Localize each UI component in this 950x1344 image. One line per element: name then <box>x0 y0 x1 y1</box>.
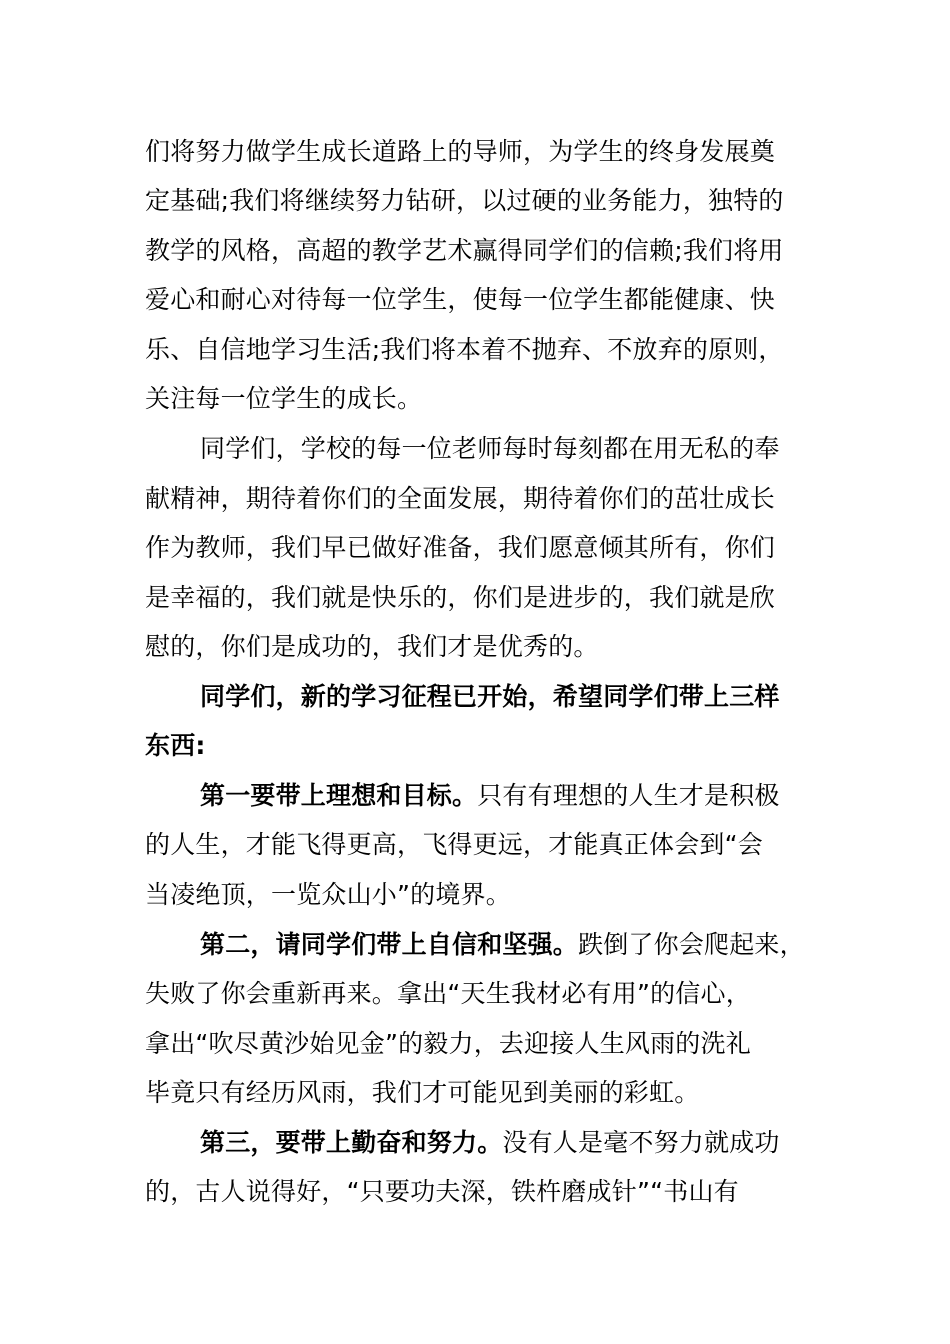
text-run: 跌倒了你会爬起来， <box>578 930 805 959</box>
text-run: 只有有理想的人生才是积极 <box>477 781 780 810</box>
text-line: 毕竟只有经历风雨，我们才可能见到美丽的彩虹。 <box>145 1078 700 1107</box>
text-line-bold: 东西: <box>145 731 206 760</box>
paragraph-first-line <box>200 920 900 970</box>
text-line: 爱心和耐心对待每一位学生，使每一位学生都能健康、快 <box>145 285 776 314</box>
text-line: 失败了你会重新再来。拿出“天生我材必有用”的信心， <box>145 979 751 1008</box>
paragraph-first-line <box>200 1118 900 1168</box>
bold-lead: 第一要带上理想和目标。 <box>200 781 478 810</box>
paragraph-first-line <box>200 771 900 821</box>
text-line: 是幸福的，我们就是快乐的，你们是进步的，我们就是欣 <box>145 583 776 612</box>
text-line: 的，古人说得好，“只要功夫深，铁杵磨成针”“书山有 <box>145 1177 739 1206</box>
text-line: 定基础;我们将继续努力钻研，以过硬的业务能力，独特的 <box>145 186 784 215</box>
text-line: 同学们，学校的每一位老师每时每刻都在用无私的奉 <box>200 434 780 463</box>
bold-lead: 第二，请同学们带上自信和坚强。 <box>200 930 579 959</box>
text-line: 拿出“吹尽黄沙始见金”的毅力，去迎接人生风雨的洗礼 <box>145 1029 751 1058</box>
bold-lead: 第三，要带上勤奋和努力。 <box>200 1128 503 1157</box>
text-line: 们将努力做学生成长道路上的导师，为学生的终身发展奠 <box>145 137 776 166</box>
text-line: 教学的风格，高超的教学艺术赢得同学们的信赖;我们将用 <box>145 236 784 265</box>
text-line: 乐、自信地学习生活;我们将本着不抛弃、不放弃的原则， <box>145 335 784 364</box>
text-line-bold: 同学们，新的学习征程已开始，希望同学们带上三样 <box>200 682 780 711</box>
text-run: 没有人是毫不努力就成功 <box>502 1128 780 1157</box>
text-line: 献精神，期待着你们的全面发展，期待着你们的茁壮成长 <box>145 484 776 513</box>
text-line: 作为教师，我们早已做好准备，我们愿意倾其所有，你们 <box>145 533 776 562</box>
text-line: 当凌绝顶，一览众山小”的境界。 <box>145 880 511 909</box>
text-line: 关注每一位学生的成长。 <box>145 384 423 413</box>
text-line: 的人生，才能飞得更高，飞得更远，才能真正体会到“会 <box>145 830 763 859</box>
text-line: 慰的，你们是成功的，我们才是优秀的。 <box>145 632 599 661</box>
